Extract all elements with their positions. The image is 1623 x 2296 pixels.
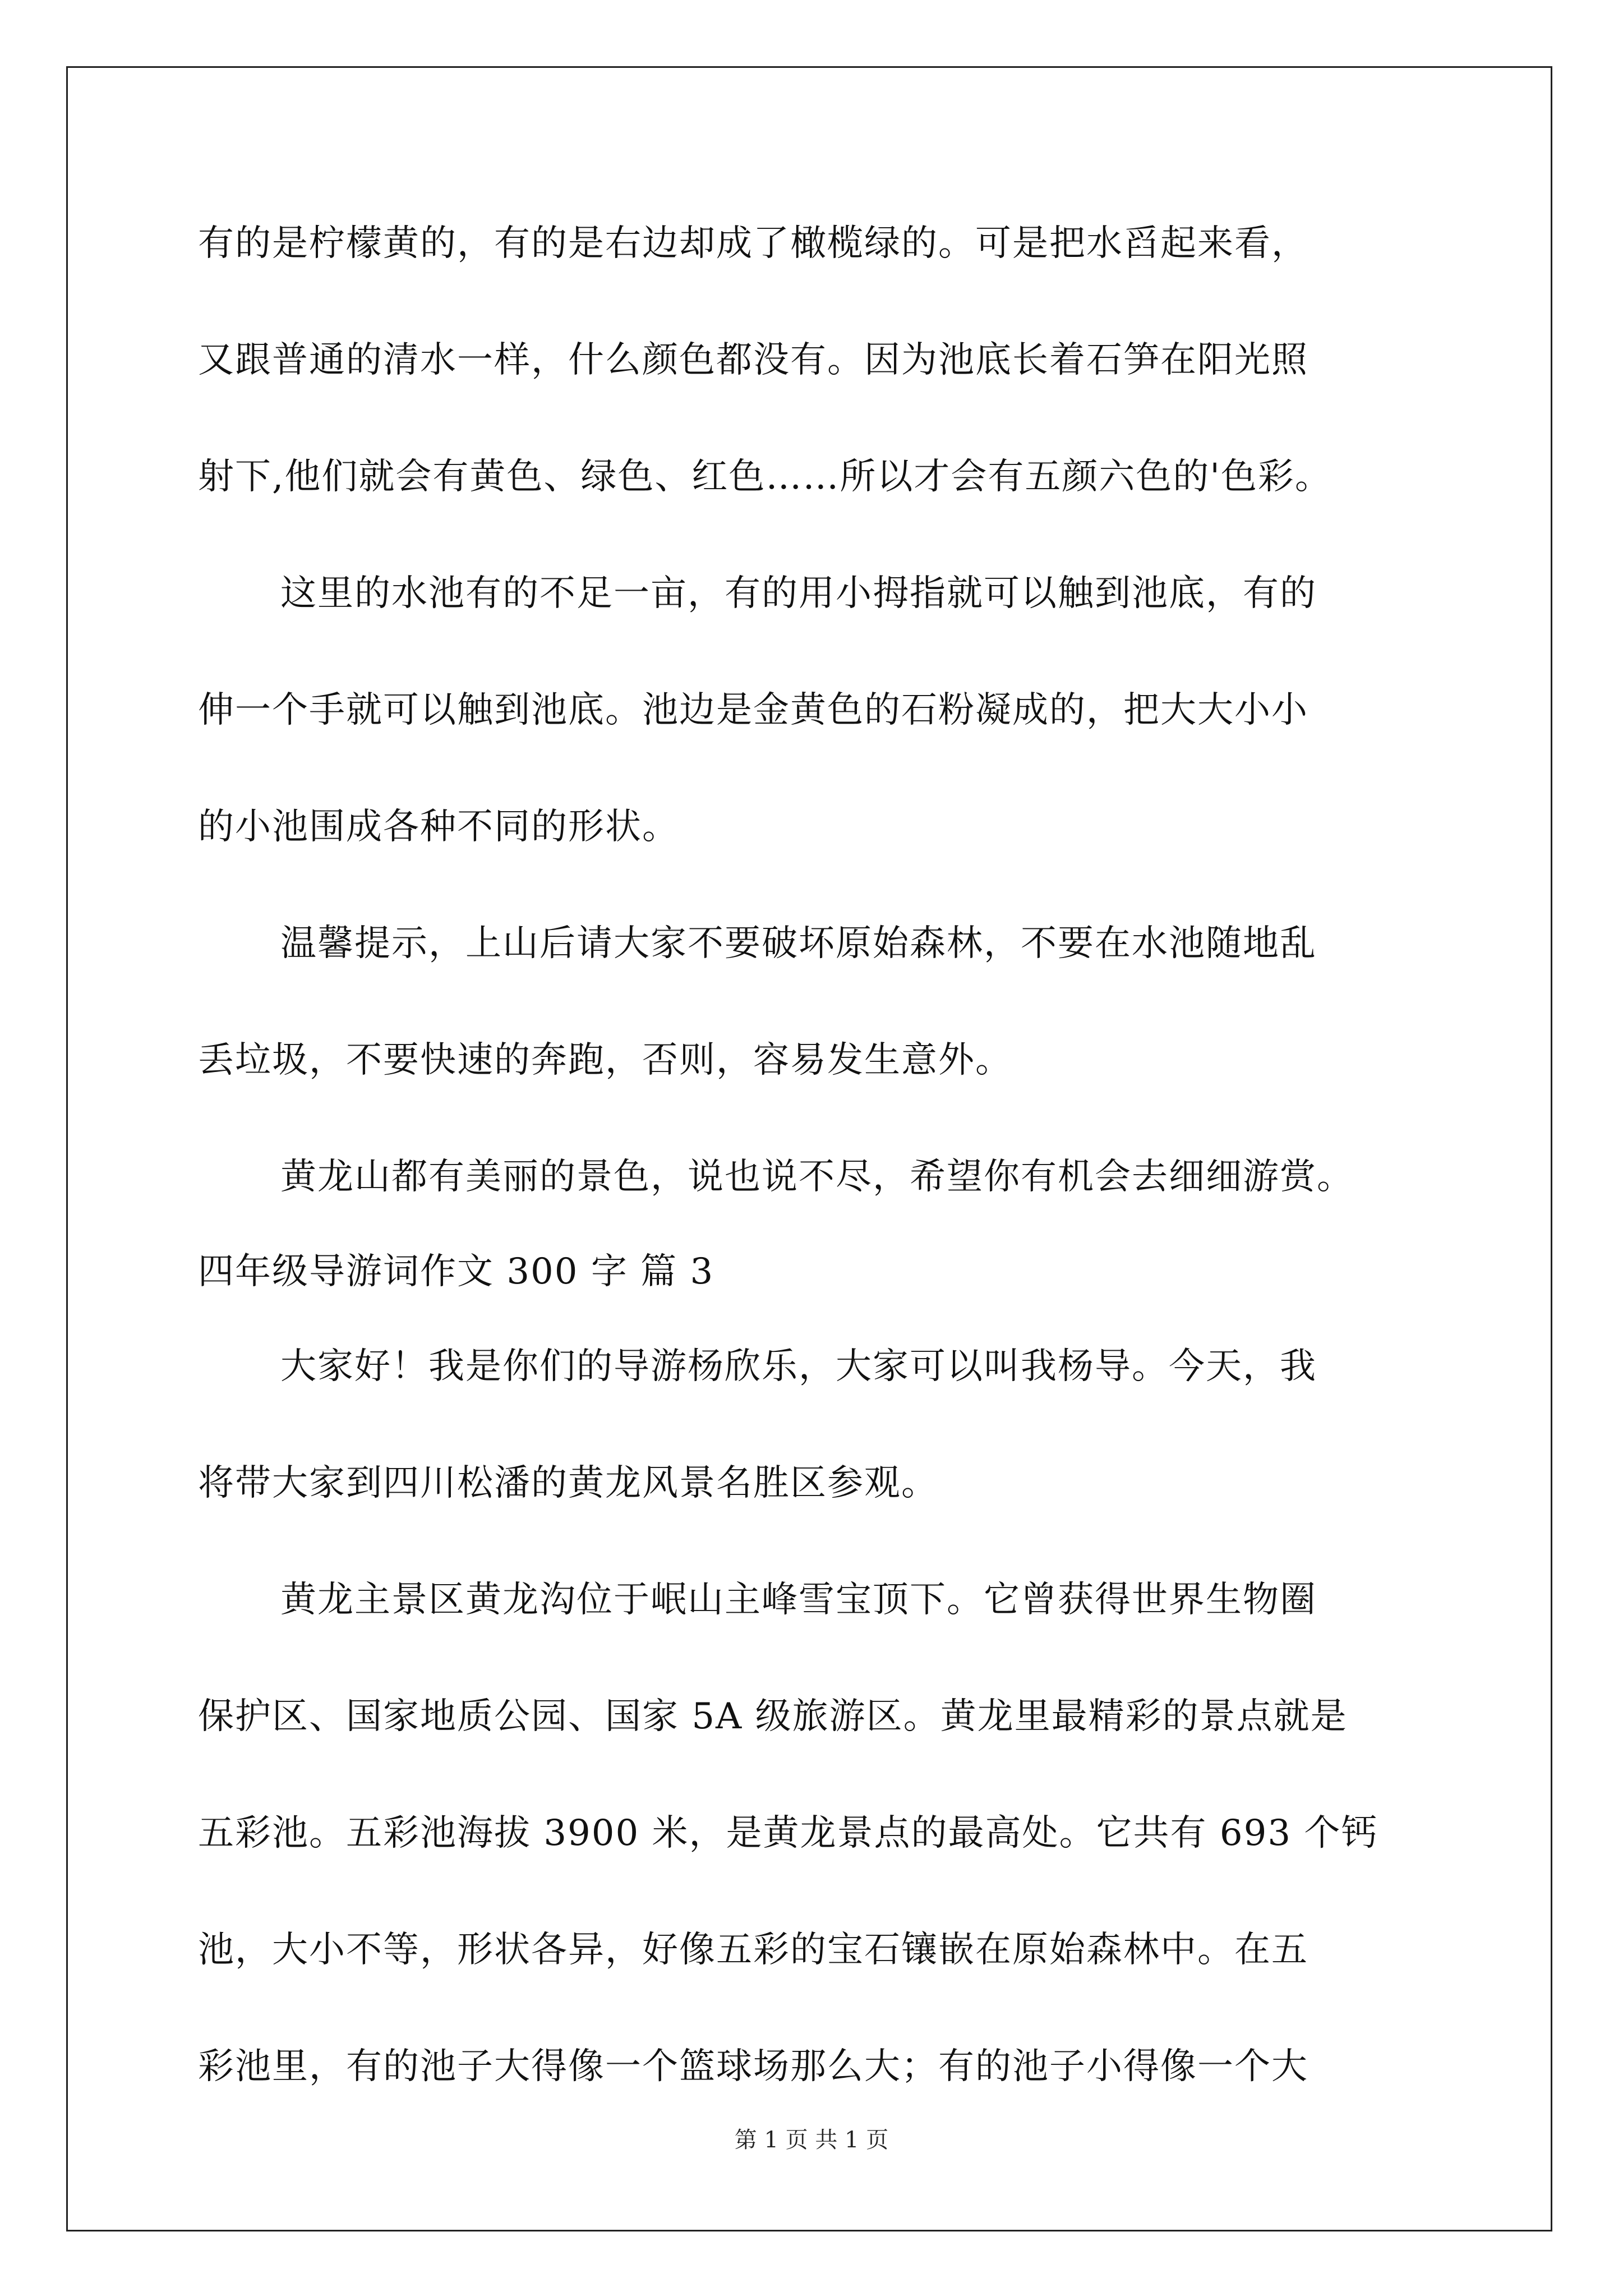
- section-heading: 四年级导游词作文 300 字 篇 3: [198, 1251, 714, 1292]
- paragraph-start-line: 温馨提示，上山后请大家不要破坏原始森林，不要在水池随地乱: [280, 923, 1317, 964]
- paragraph-start-line: 大家好！我是你们的导游杨欣乐，大家可以叫我杨导。今天，我: [280, 1346, 1317, 1387]
- body-text-line: 将带大家到四川松潘的黄龙风景名胜区参观。: [198, 1462, 938, 1504]
- body-text-line: 的小池围成各种不同的形状。: [198, 806, 679, 848]
- page-number-footer: 第 1 页 共 1 页: [734, 2127, 889, 2153]
- body-text-line: 又跟普通的清水一样，什么颜色都没有。因为池底长着石笋在阳光照: [198, 339, 1308, 381]
- body-text-line: 射下,他们就会有黄色、绿色、红色……所以才会有五颜六色的'色彩。: [198, 456, 1332, 498]
- body-text-line: 伸一个手就可以触到池底。池边是金黄色的石粉凝成的，把大大小小: [198, 689, 1308, 731]
- body-text-line: 五彩池。五彩池海拔 3900 米，是黄龙景点的最高处。它共有 693 个钙: [198, 1812, 1378, 1854]
- page-frame: [66, 66, 1552, 2231]
- body-text-line: 丢垃圾，不要快速的奔跑，否则，容易发生意外。: [198, 1039, 1012, 1081]
- body-text-line: 彩池里，有的池子大得像一个篮球场那么大；有的池子小得像一个大: [198, 2046, 1308, 2087]
- paragraph-start-line: 黄龙主景区黄龙沟位于岷山主峰雪宝顶下。它曾获得世界生物圈: [280, 1579, 1317, 1621]
- paragraph-start-line: 这里的水池有的不足一亩，有的用小拇指就可以触到池底，有的: [280, 573, 1317, 614]
- paragraph-start-line: 黄龙山都有美丽的景色，说也说不尽，希望你有机会去细细游赏。: [280, 1156, 1354, 1198]
- body-text-line: 池，大小不等，形状各异，好像五彩的宝石镶嵌在原始森林中。在五: [198, 1929, 1308, 1971]
- body-text-line: 保护区、国家地质公园、国家 5A 级旅游区。黄龙里最精彩的景点就是: [198, 1696, 1348, 1737]
- body-text-line: 有的是柠檬黄的，有的是右边却成了橄榄绿的。可是把水舀起来看，: [198, 223, 1308, 264]
